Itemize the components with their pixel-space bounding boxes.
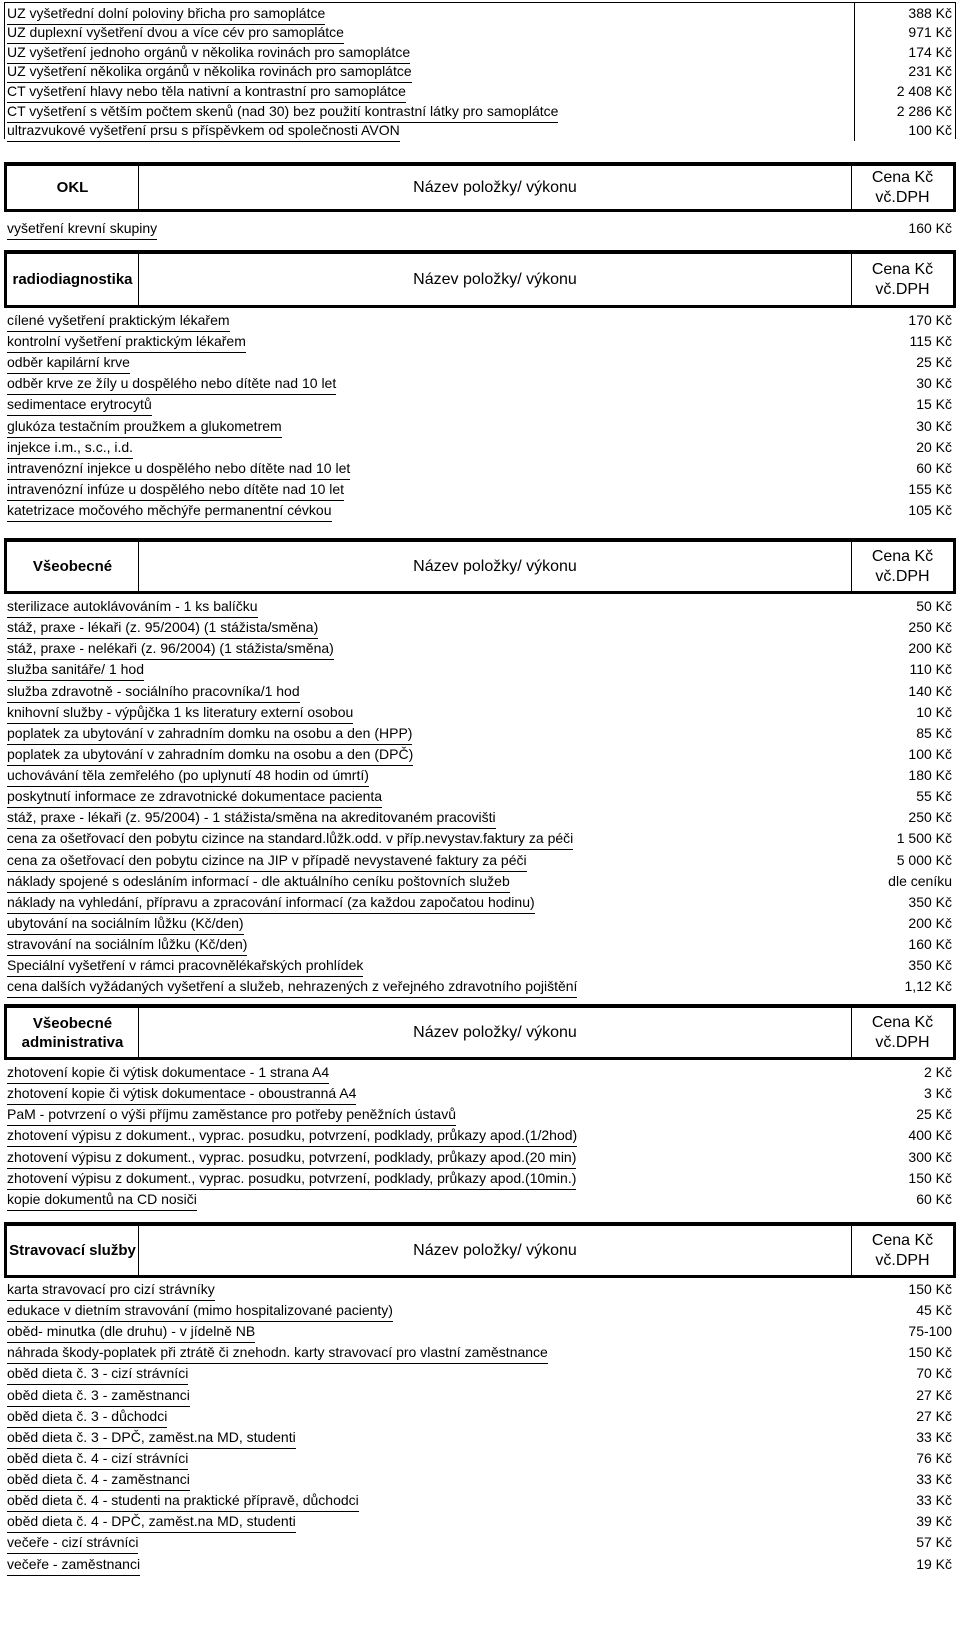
table-row bbox=[4, 22, 956, 43]
item-price: 27 Kč bbox=[916, 1386, 952, 1403]
item-price: 150 Kč bbox=[908, 1169, 952, 1186]
item-name: oběd- minutka (dle druhu) - v jídelně NB bbox=[7, 1321, 255, 1343]
section-header bbox=[4, 250, 956, 308]
table-row bbox=[4, 765, 956, 786]
section-category bbox=[7, 542, 139, 591]
item-name: ultrazvukové vyšetření prsu s příspěvkem od společnosti AVON bbox=[7, 120, 400, 142]
item-name: kopie dokumentů na CD nosiči bbox=[7, 1189, 197, 1211]
item-price: 27 Kč bbox=[916, 1407, 952, 1424]
category-line: OKL bbox=[56, 179, 89, 196]
item-price: 39 Kč bbox=[916, 1513, 952, 1530]
table-row bbox=[4, 1168, 956, 1189]
category-line: Všeobecné bbox=[32, 1014, 113, 1032]
table-row bbox=[4, 1104, 956, 1125]
item-name: vyšetření krevní skupiny bbox=[7, 218, 157, 240]
item-price: 400 Kč bbox=[908, 1127, 952, 1144]
table-row bbox=[4, 479, 956, 500]
table-row bbox=[4, 1147, 956, 1168]
item-name: náhrada škody-poplatek při ztrátě či znehodn. karty stravovací pro vlastní zaměstnance bbox=[7, 1342, 548, 1364]
table-row bbox=[4, 617, 956, 638]
item-price: 57 Kč bbox=[916, 1534, 952, 1551]
section-4 bbox=[4, 1222, 956, 1572]
price-column-header bbox=[851, 254, 953, 305]
item-name: katetrizace močového měchýře permanentní cévkou bbox=[7, 500, 332, 522]
table-row bbox=[4, 659, 956, 680]
table-row bbox=[4, 1532, 956, 1553]
table-row bbox=[4, 1189, 956, 1210]
table-row bbox=[4, 828, 956, 849]
item-name: oběd dieta č. 4 - cizí strávníci bbox=[7, 1448, 188, 1470]
item-name: glukóza testačním proužkem a glukometrem bbox=[7, 416, 282, 438]
item-price: 70 Kč bbox=[916, 1365, 952, 1382]
table-row bbox=[4, 1385, 956, 1406]
price-column-header bbox=[851, 1008, 953, 1057]
item-name: odběr krve ze žíly u dospělého nebo dítěte nad 10 let bbox=[7, 373, 336, 395]
item-name: CT vyšetření s větším počtem skenů (nad 30) bez použití kontrastní látky pro samoplátce bbox=[7, 101, 558, 123]
table-row bbox=[4, 1406, 956, 1427]
item-price: 60 Kč bbox=[916, 459, 952, 476]
table-row bbox=[4, 913, 956, 934]
table-row bbox=[4, 1125, 956, 1146]
table-row bbox=[4, 1321, 956, 1342]
item-name: kontrolní vyšetření praktickým lékařem bbox=[7, 331, 246, 353]
item-name: edukace v dietním stravování (mimo hospitalizované pacienty) bbox=[7, 1300, 393, 1322]
item-name: uchovávání těla zemřelého (po uplynutí 48 hodin od úmrtí) bbox=[7, 765, 369, 787]
item-name: zhotovení výpisu z dokument., vyprac. posudku, potvrzení, podklady, průkazy apod.(1/2hod) bbox=[7, 1125, 577, 1147]
table-row bbox=[4, 3, 956, 24]
item-price: 10 Kč bbox=[916, 703, 952, 720]
table-row bbox=[4, 61, 956, 82]
price-header-line: vč.DPH bbox=[875, 280, 930, 298]
item-name: poplatek za ubytování v zahradním domku na osobu a den (HPP) bbox=[7, 723, 412, 745]
item-name: stravování na sociálním lůžku (Kč/den) bbox=[7, 934, 247, 956]
item-name: cena za ošetřovací den pobytu cizince na JIP v případě nevystavené faktury za péči bbox=[7, 850, 527, 872]
table-row bbox=[4, 723, 956, 744]
price-header-line: Cena Kč bbox=[871, 547, 934, 565]
item-name: PaM - potvrzení o výši příjmu zaměstance pro potřeby peněžních ústavů bbox=[7, 1104, 456, 1126]
item-price: 3 Kč bbox=[923, 1085, 952, 1102]
price-header-line: Cena Kč bbox=[871, 168, 934, 186]
item-price: 55 Kč bbox=[916, 788, 952, 805]
item-name: zhotovení výpisu z dokument., vyprac. posudku, potvrzení, podklady, průkazy apod.(20 min) bbox=[7, 1147, 576, 1169]
item-price: 1 500 Kč bbox=[896, 830, 952, 847]
section-1 bbox=[4, 250, 956, 518]
item-price: 140 Kč bbox=[908, 682, 952, 699]
item-name: cena za ošetřovací den pobytu cizince na standard.lůžk.odd. v příp.nevystav.faktury za péči bbox=[7, 828, 573, 850]
table-row bbox=[4, 1469, 956, 1490]
item-price: 180 Kč bbox=[908, 767, 952, 784]
table-row bbox=[4, 1083, 956, 1104]
item-name: intravenózní infúze u dospělého nebo dítěte nad 10 let bbox=[7, 479, 344, 501]
item-name: stáž, praxe - nelékaři (z. 96/2004) (1 stážista/směna) bbox=[7, 638, 334, 660]
table-row bbox=[4, 373, 956, 394]
table-row bbox=[4, 1062, 956, 1083]
item-price: 33 Kč bbox=[916, 1428, 952, 1445]
item-name: oběd dieta č. 4 - zaměstnanci bbox=[7, 1469, 190, 1491]
section-header bbox=[4, 1222, 956, 1278]
item-price: 350 Kč bbox=[908, 957, 952, 974]
item-name: služba sanitáře/ 1 hod bbox=[7, 659, 144, 681]
item-price: 19 Kč bbox=[916, 1555, 952, 1572]
item-price: 150 Kč bbox=[908, 1344, 952, 1361]
item-name: zhotovení kopie či výtisk dokumentace - 1 strana A4 bbox=[7, 1062, 329, 1084]
table-row bbox=[4, 786, 956, 807]
item-price: 30 Kč bbox=[916, 375, 952, 392]
table-row bbox=[4, 331, 956, 352]
price-column-divider bbox=[854, 2, 855, 141]
item-price: 170 Kč bbox=[908, 312, 952, 328]
item-name: oběd dieta č. 4 - studenti na praktické přípravě, důchodci bbox=[7, 1490, 359, 1512]
item-name: ubytování na sociálním lůžku (Kč/den) bbox=[7, 913, 244, 935]
item-price: 100 Kč bbox=[908, 122, 952, 139]
category-line: administrativa bbox=[21, 1033, 124, 1051]
item-name: oběd dieta č. 3 - DPČ, zaměst.na MD, studenti bbox=[7, 1427, 296, 1449]
item-name: stáž, praxe - lékaři (z. 95/2004) (1 stážista/směna) bbox=[7, 617, 318, 639]
table-row bbox=[4, 310, 956, 331]
item-price: 388 Kč bbox=[908, 4, 952, 21]
price-header-line: vč.DPH bbox=[875, 1251, 930, 1269]
item-price: 115 Kč bbox=[909, 333, 952, 350]
item-name: injekce i.m., s.c., i.d. bbox=[7, 437, 133, 459]
item-price: 250 Kč bbox=[908, 619, 952, 636]
category-line: Všeobecné bbox=[32, 558, 113, 575]
table-row bbox=[4, 681, 956, 702]
item-price: 110 Kč bbox=[909, 661, 952, 678]
price-header-line: vč.DPH bbox=[875, 567, 930, 585]
table-row bbox=[4, 458, 956, 479]
section-category bbox=[7, 254, 139, 305]
item-name: Speciální vyšetření v rámci pracovnělékařských prohlídek bbox=[7, 955, 363, 977]
item-price: 250 Kč bbox=[908, 809, 952, 826]
table-row bbox=[4, 101, 956, 122]
item-name: služba zdravotně - sociálního pracovníka/1 hod bbox=[7, 681, 300, 703]
item-price: 174 Kč bbox=[908, 43, 952, 60]
category-line: radiodiagnostika bbox=[12, 271, 133, 288]
item-price: 45 Kč bbox=[916, 1302, 952, 1319]
table-row bbox=[4, 892, 956, 913]
table-row bbox=[4, 934, 956, 955]
section-category bbox=[7, 1226, 139, 1275]
item-price: 15 Kč bbox=[916, 396, 952, 413]
price-header-line: vč.DPH bbox=[875, 1033, 930, 1051]
item-name: UZ vyšetření jednoho orgánů v několika rovinách pro samoplátce bbox=[7, 42, 410, 64]
item-price: 85 Kč bbox=[916, 724, 952, 741]
item-name: oběd dieta č. 3 - cizí strávníci bbox=[7, 1363, 188, 1385]
table-row bbox=[4, 850, 956, 871]
item-name: zhotovení kopie či výtisk dokumentace - oboustranná A4 bbox=[7, 1083, 356, 1105]
item-price: 300 Kč bbox=[908, 1148, 952, 1165]
table-row bbox=[4, 807, 956, 828]
table-row bbox=[4, 1363, 956, 1384]
item-name: stáž, praxe - lékaři (z. 95/2004) - 1 stážista/směna na akreditovaném pracovišti bbox=[7, 807, 496, 829]
price-header-line: Cena Kč bbox=[871, 260, 934, 278]
name-column-header: Název položky/ výkonu bbox=[413, 178, 577, 196]
table-row bbox=[4, 352, 956, 373]
name-column-header: Název položky/ výkonu bbox=[413, 1241, 577, 1259]
item-price: 60 Kč bbox=[916, 1190, 952, 1207]
item-price: 100 Kč bbox=[908, 745, 952, 762]
item-price: 160 Kč bbox=[908, 220, 952, 236]
table-row bbox=[4, 1300, 956, 1321]
item-price: 350 Kč bbox=[908, 893, 952, 910]
table-row bbox=[4, 702, 956, 723]
item-price: 160 Kč bbox=[908, 936, 952, 953]
section-2 bbox=[4, 538, 956, 995]
item-price: 2 408 Kč bbox=[896, 82, 952, 99]
item-name: CT vyšetření hlavy nebo těla nativní a kontrastní pro samoplátce bbox=[7, 81, 406, 103]
section-3 bbox=[4, 1004, 956, 1207]
category-line: Stravovací služby bbox=[9, 1242, 136, 1259]
section-header bbox=[4, 538, 956, 594]
item-price: 5 000 Kč bbox=[896, 851, 952, 868]
item-name: večeře - zaměstnanci bbox=[7, 1554, 140, 1576]
item-name: cílené vyšetření praktickým lékařem bbox=[7, 310, 230, 332]
table-row bbox=[4, 1448, 956, 1469]
item-price: 155 Kč bbox=[908, 480, 952, 497]
item-price: 1,12 Kč bbox=[904, 978, 952, 995]
section-category bbox=[7, 1008, 139, 1057]
item-price: 33 Kč bbox=[916, 1492, 952, 1509]
item-name: oběd dieta č. 3 - zaměstnanci bbox=[7, 1385, 190, 1407]
item-price: 2 Kč bbox=[923, 1064, 952, 1080]
item-price: 30 Kč bbox=[916, 417, 952, 434]
price-column-header bbox=[851, 166, 953, 209]
item-name: UZ duplexní vyšetření dvou a více cév pro samoplátce bbox=[7, 22, 344, 44]
table-row bbox=[4, 744, 956, 765]
price-column-header bbox=[851, 1226, 953, 1275]
item-name: odběr kapilární krve bbox=[7, 352, 130, 374]
table-row bbox=[4, 871, 956, 892]
item-price: 200 Kč bbox=[908, 640, 952, 657]
item-price: 33 Kč bbox=[916, 1471, 952, 1488]
item-name: UZ vyšetření několika orgánů v několika rovinách pro samoplátce bbox=[7, 61, 412, 83]
item-name: knihovní služby - výpůjčka 1 ks literatury externí osobou bbox=[7, 702, 353, 724]
section-0 bbox=[4, 162, 956, 236]
item-name: oběd dieta č. 3 - důchodci bbox=[7, 1406, 167, 1428]
item-price: 231 Kč bbox=[908, 63, 952, 80]
item-price: 75-100 bbox=[908, 1323, 952, 1340]
table-row bbox=[4, 500, 956, 521]
item-price: 76 Kč bbox=[916, 1449, 952, 1466]
item-name: poskytnutí informace ze zdravotnické dokumentace pacienta bbox=[7, 786, 382, 808]
table-row bbox=[4, 81, 956, 102]
item-name: intravenózní injekce u dospělého nebo dítěte nad 10 let bbox=[7, 458, 350, 480]
item-price: 50 Kč bbox=[916, 598, 952, 614]
name-column-header: Název položky/ výkonu bbox=[413, 557, 577, 575]
table-row bbox=[4, 1554, 956, 1575]
table-row bbox=[4, 218, 956, 239]
item-name: karta stravovací pro cizí strávníky bbox=[7, 1279, 215, 1301]
price-column-header bbox=[851, 542, 953, 591]
table-row bbox=[4, 1279, 956, 1300]
table-row bbox=[4, 1490, 956, 1511]
item-price: 200 Kč bbox=[908, 914, 952, 931]
item-name: náklady spojené s odesláním informací - dle aktuálního ceníku poštovních služeb bbox=[7, 871, 510, 893]
item-price: 25 Kč bbox=[916, 354, 952, 371]
table-row bbox=[4, 42, 956, 63]
price-header-line: Cena Kč bbox=[871, 1013, 934, 1031]
table-row bbox=[4, 120, 956, 141]
section-header bbox=[4, 1004, 956, 1060]
item-price: 25 Kč bbox=[916, 1106, 952, 1123]
item-name: zhotovení výpisu z dokument., vyprac. posudku, potvrzení, podklady, průkazy apod.(10min.) bbox=[7, 1168, 576, 1190]
price-header-line: vč.DPH bbox=[875, 188, 930, 206]
table-row bbox=[4, 955, 956, 976]
item-name: cena dalších vyžádaných vyšetření a služeb, nehrazených z veřejného zdravotního pojištění bbox=[7, 976, 577, 998]
section-category bbox=[7, 166, 139, 209]
table-row bbox=[4, 416, 956, 437]
item-price: 2 286 Kč bbox=[896, 102, 952, 119]
item-name: UZ vyšetřední dolní poloviny břicha pro samoplátce bbox=[7, 3, 325, 25]
item-price: 20 Kč bbox=[916, 438, 952, 455]
item-name: sedimentace erytrocytů bbox=[7, 394, 152, 416]
item-name: poplatek za ubytování v zahradním domku na osobu a den (DPČ) bbox=[7, 744, 413, 766]
name-column-header: Název položky/ výkonu bbox=[413, 1023, 577, 1041]
item-name: večeře - cizí strávníci bbox=[7, 1532, 138, 1554]
table-row bbox=[4, 976, 956, 997]
item-price: 150 Kč bbox=[908, 1281, 952, 1297]
item-price: dle ceníku bbox=[888, 872, 952, 889]
table-row bbox=[4, 437, 956, 458]
item-name: náklady na vyhledání, přípravu a zpracování informací (za každou započatou hodinu) bbox=[7, 892, 535, 914]
table-row bbox=[4, 596, 956, 617]
table-row bbox=[4, 1342, 956, 1363]
table-row bbox=[4, 638, 956, 659]
section-header bbox=[4, 162, 956, 212]
table-row bbox=[4, 1511, 956, 1532]
table-row bbox=[4, 394, 956, 415]
item-name: sterilizace autoklávováním - 1 ks balíčku bbox=[7, 596, 258, 618]
top-price-table bbox=[4, 2, 956, 141]
item-price: 105 Kč bbox=[908, 501, 952, 518]
item-price: 971 Kč bbox=[908, 24, 952, 41]
name-column-header: Název položky/ výkonu bbox=[413, 270, 577, 288]
price-header-line: Cena Kč bbox=[871, 1231, 934, 1249]
item-name: oběd dieta č. 4 - DPČ, zaměst.na MD, studenti bbox=[7, 1511, 296, 1533]
table-row bbox=[4, 1427, 956, 1448]
